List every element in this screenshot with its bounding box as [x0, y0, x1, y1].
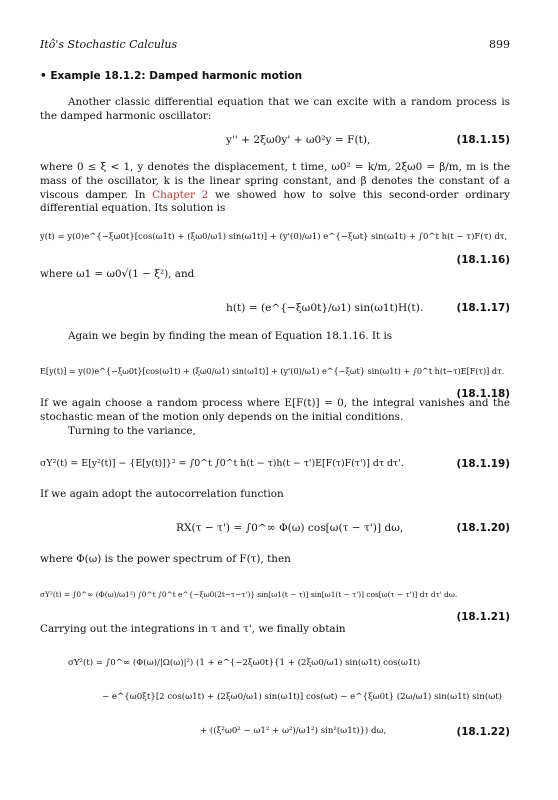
equation-body: h(t) = (e^{−ξω0t}/ω1) sin(ω1t)H(t).: [226, 302, 424, 314]
paragraph-autocorrelation: If we again adopt the autocorrelation function: [40, 488, 284, 500]
paragraph-text-a: where 0 ≤ ξ < 1, y denotes the displacement, t time, ω0² = k/m, 2ξω0 = β/m, m is the mass of the oscillator, k is the linear spring constant, and β denotes the constant of a viscous damper. In: [40, 161, 510, 201]
equation-line-2: − e^{ω0ξt}[2 cos(ω1t) + (2ξω0/ω1) sin(ω1t)] cos(ωt) − e^{ξω0t} (2ω/ω1) sin(ω1t) sin(ωt): [102, 692, 503, 702]
equation-number: (18.1.17): [456, 302, 510, 314]
equation-number: (18.1.18): [456, 388, 510, 400]
equation-body: σY²(t) = ∫0^∞ (Φ(ω)/ω1²) ∫0^t ∫0^t e^{−ξω0(2t−τ−τ')} sin[ω1(t − τ)] sin[ω1(t − τ')] cos[ω(τ − τ')] dτ dτ' dω.: [40, 590, 458, 599]
equation-body: σY²(t) = E[y²(t)] − {E[y(t)]}² = ∫0^t ∫0^t h(t − τ)h(t − τ')E[F(τ)F(τ')] dτ dτ'.: [40, 458, 404, 469]
equation-line-1: σY²(t) = ∫0^∞ (Φ(ω)/|Ω(ω)|²) (1 + e^{−2ξω0t}{1 + (2ξω0/ω1) sin(ω1t) cos(ω1t): [68, 658, 421, 668]
example-heading: • Example 18.1.2: Damped harmonic motion: [40, 70, 303, 82]
equation-number: (18.1.20): [456, 522, 510, 534]
paragraph-mean-zero: If we again choose a random process where E[F(t)] = 0, the integral vanishes and the stochastic mean of the motion only depends on the initial conditions.: [40, 397, 510, 423]
page-number: 899: [489, 38, 510, 51]
equation-number: (18.1.16): [456, 254, 510, 266]
equation-line-3: + ((ξ²ω0² − ω1² + ω²)/ω1²) sin²(ω1t)}) dω,: [200, 726, 387, 736]
chapter-2-link[interactable]: Chapter 2: [152, 188, 209, 201]
paragraph-power-spectrum: where Φ(ω) is the power spectrum of F(τ), then: [40, 553, 291, 565]
paragraph-integration: Carrying out the integrations in τ and τ', we finally obtain: [40, 623, 346, 635]
equation-number: (18.1.15): [456, 134, 510, 146]
paragraph-definitions: [40, 161, 510, 216]
equation-number: (18.1.19): [456, 458, 510, 470]
equation-body: RX(τ − τ') = ∫0^∞ Φ(ω) cos[ω(τ − τ')] dω,: [176, 522, 404, 534]
equation-body: y(t) = y(0)e^{−ξω0t}[cos(ω1t) + (ξω0/ω1) sin(ω1t)] + (y'(0)/ω1) e^{−ξωt} sin(ω1t) + ∫0^t h(t − τ)F(τ) dτ,: [40, 232, 508, 242]
equation-18-1-22: [40, 654, 510, 764]
page: [40, 0, 510, 800]
equation-number: (18.1.22): [456, 726, 510, 738]
paragraph-variance: Turning to the variance,: [68, 425, 196, 437]
paragraph-intro: Another classic differential equation that we can excite with a random process is the damped harmonic oscillator:: [40, 96, 510, 122]
equation-body: E[y(t)] = y(0)e^{−ξω0t}[cos(ω1t) + (ξω0/ω1) sin(ω1t)] + (y'(0)/ω1) e^{−ξωt} sin(ω1t) + ∫0^t h(t−τ)E[F(τ)] dτ.: [40, 366, 505, 376]
running-title: Itô's Stochastic Calculus: [40, 38, 178, 51]
equation-body: y'' + 2ξω0y' + ω0²y = F(t),: [226, 134, 371, 146]
paragraph-mean: Again we begin by finding the mean of Equation 18.1.16. It is: [68, 330, 393, 342]
paragraph-text-b: we showed how to solve this second-order ordinary differential equation. Its solution is: [40, 188, 510, 215]
equation-number: (18.1.21): [456, 611, 510, 623]
paragraph-omega1: where ω1 = ω0√(1 − ξ²), and: [40, 268, 195, 280]
